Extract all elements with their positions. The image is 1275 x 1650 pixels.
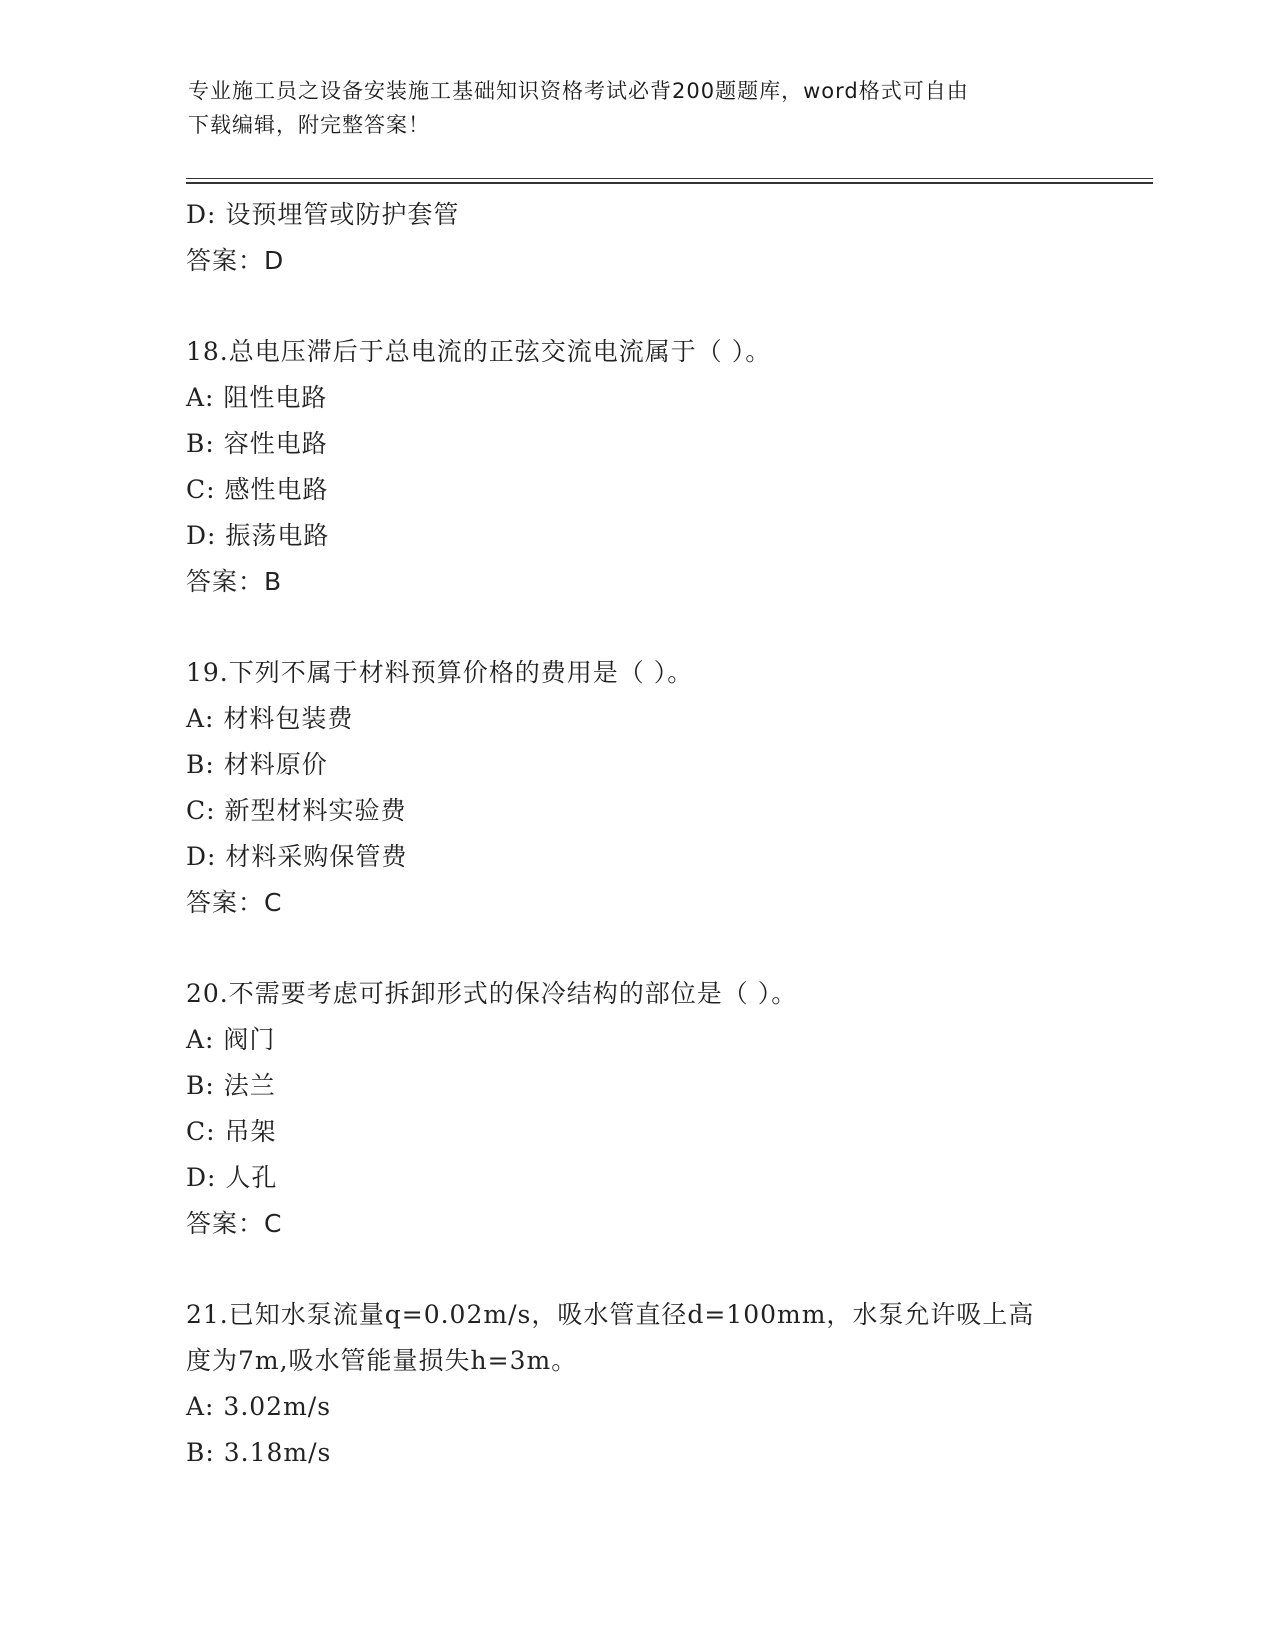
- question-18: [186, 329, 1086, 605]
- option-d: D: 人孔: [186, 1163, 278, 1192]
- option-d: D: 设预埋管或防护套管: [186, 200, 460, 229]
- option-c: C: 吊架: [186, 1117, 277, 1146]
- option-b: B: 容性电路: [186, 429, 328, 458]
- question-stem-line-2: 度为7m,吸水管能量损失h=3m。: [186, 1346, 578, 1375]
- document-header: [188, 74, 1088, 142]
- option-c: C: 新型材料实验费: [186, 796, 407, 825]
- option-b: B: 3.18m/s: [186, 1438, 332, 1467]
- answer: 答案：C: [186, 1209, 283, 1238]
- option-d: D: 材料采购保管费: [186, 842, 408, 871]
- question-19: [186, 650, 1086, 926]
- option-a: A: 阀门: [186, 1025, 276, 1054]
- answer: 答案：C: [186, 888, 283, 917]
- option-d: D: 振荡电路: [186, 521, 330, 550]
- header-line-2: 下载编辑，附完整答案！: [188, 113, 430, 137]
- header-line-1: 专业施工员之设备安装施工基础知识资格考试必背200题题库，word格式可自由: [188, 79, 969, 103]
- question-stem: 19.下列不属于材料预算价格的费用是（ ）。: [186, 658, 694, 687]
- option-a: A: 3.02m/s: [186, 1392, 332, 1421]
- question-list: [186, 192, 1086, 1476]
- header-rule-thin: [186, 178, 1153, 179]
- question-stem: 20.不需要考虑可拆卸形式的保冷结构的部位是（ ）。: [186, 979, 798, 1008]
- question-stem: 18.总电压滞后于总电流的正弦交流电流属于（ ）。: [186, 337, 772, 366]
- question-20: [186, 971, 1086, 1247]
- header-rule-thick: [186, 182, 1153, 184]
- option-b: B: 材料原价: [186, 750, 328, 779]
- answer: 答案：B: [186, 567, 283, 596]
- option-a: A: 阻性电路: [186, 383, 328, 412]
- question-21: [186, 1292, 1086, 1476]
- option-a: A: 材料包装费: [186, 704, 354, 733]
- question-stem-line-1: 21.已知水泵流量q=0.02m/s，吸水管直径d=100mm，水泵允许吸上高: [186, 1300, 1035, 1329]
- option-c: C: 感性电路: [186, 475, 329, 504]
- answer: 答案：D: [186, 246, 285, 275]
- option-b: B: 法兰: [186, 1071, 276, 1100]
